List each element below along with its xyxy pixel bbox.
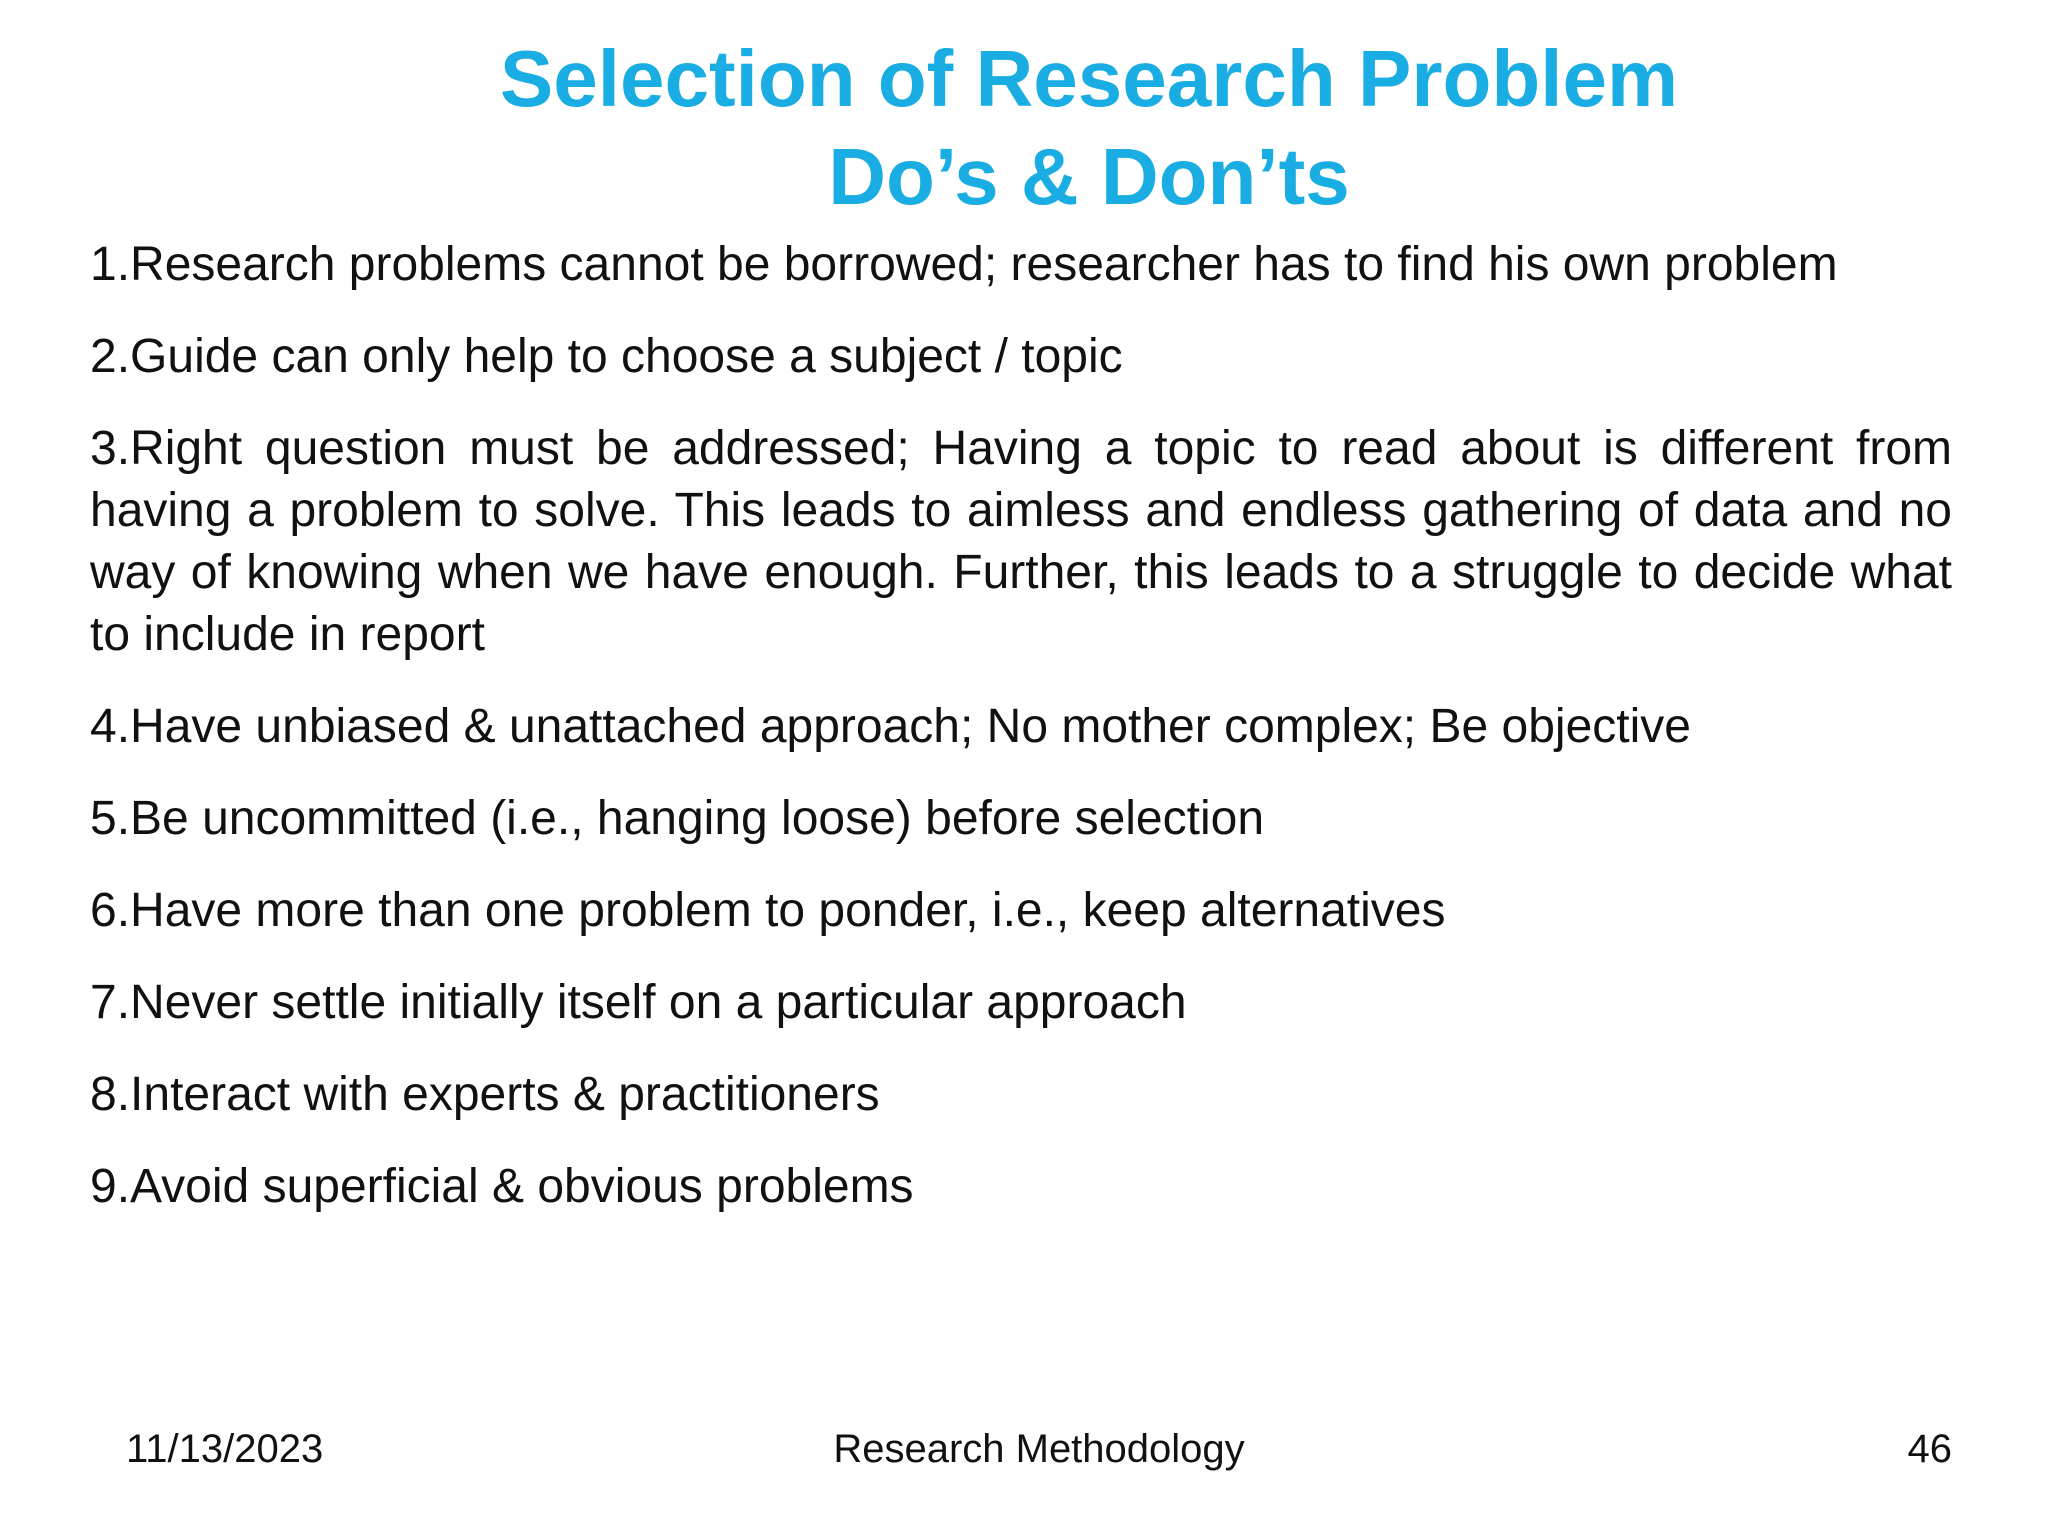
footer-date: 11/13/2023: [126, 1427, 324, 1471]
list-item: 4.Have unbiased & unattached approach; No mother complex; Be objective: [90, 700, 1691, 753]
list-item: 1.Research problems cannot be borrowed; researcher has to find his own problem: [90, 238, 1838, 291]
list-item: 6.Have more than one problem to ponder, i.e., keep alternatives: [90, 884, 1446, 937]
footer-page-number: 46: [1907, 1427, 1952, 1471]
list-item: 5.Be uncommitted (i.e., hanging loose) before selection: [90, 792, 1265, 845]
footer-title: Research Methodology: [833, 1427, 1245, 1471]
title-line-2: Do’s & Don’ts: [828, 132, 1350, 221]
list-item: 3.Right question must be addressed; Having a topic to read about is different from having a problem to solve. This leads to aimless and endless gathering of data and no way of knowing when we have enough. Further, this leads to a struggle to decide what to include in report: [90, 422, 1952, 661]
list-item: 9.Avoid superficial & obvious problems: [90, 1160, 914, 1213]
list-item: 2.Guide can only help to choose a subject / topic: [90, 330, 1123, 383]
list-item: 8.Interact with experts & practitioners: [90, 1068, 880, 1121]
slide-body: [90, 234, 1952, 1248]
slide-title: [0, 30, 2048, 226]
title-line-1: Selection of Research Problem: [499, 34, 1679, 123]
list-item: 7.Never settle initially itself on a particular approach: [90, 976, 1187, 1029]
